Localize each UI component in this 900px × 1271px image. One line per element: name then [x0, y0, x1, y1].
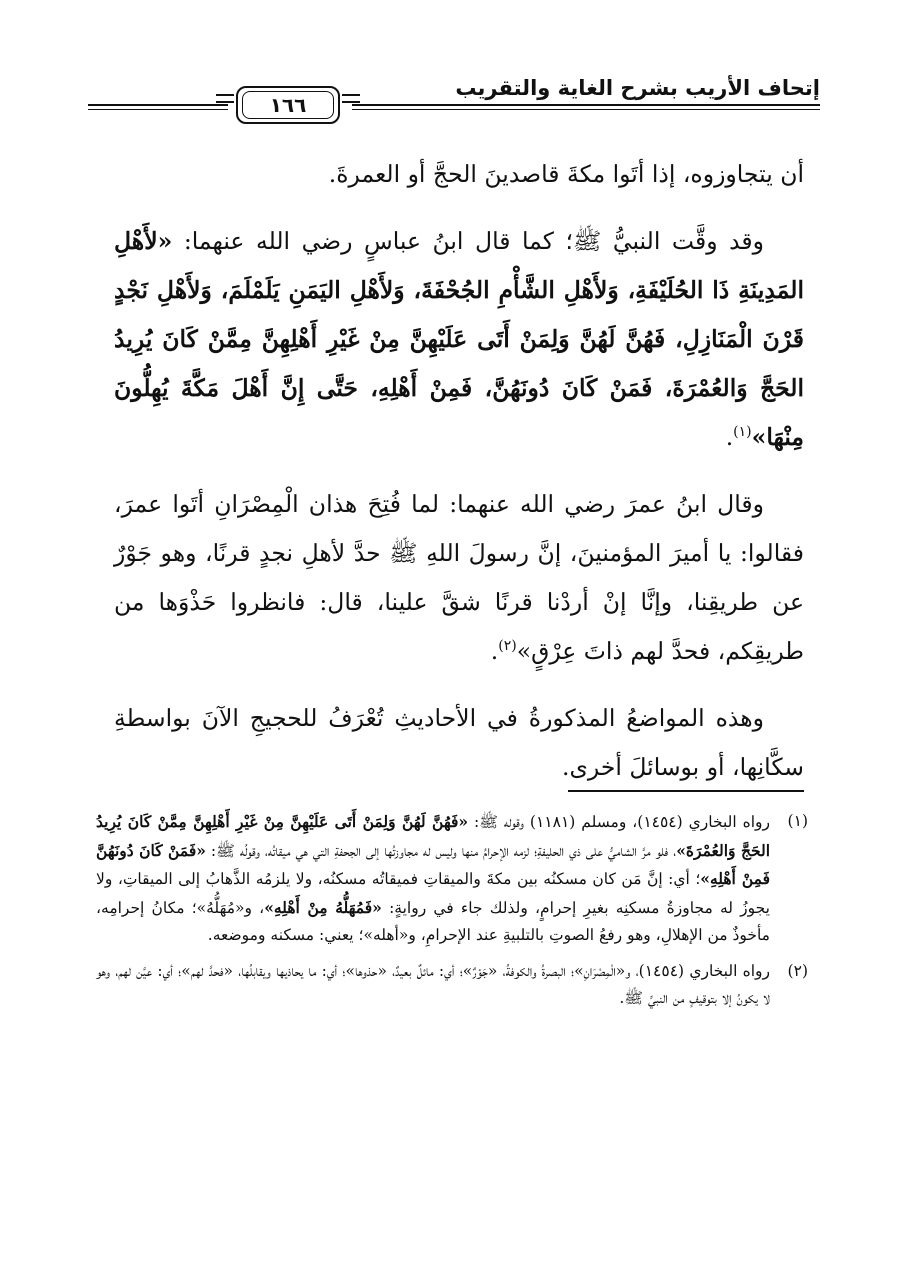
- footnote-1-text-b: ، فلو مرَّ الشاميُّ على ذي الحليفةِ؛ لزمه الإحرامُ منها وليس له مجاوزتُها إلى الجحفةِ التي هي ميقاتُه، وقولُه ﷺ:: [205, 841, 677, 860]
- paragraph-3-text: وقال ابنُ عمرَ رضي الله عنهما: لما فُتِحَ هذان الْمِصْرَانِ أتَوا عمرَ، فقالوا: يا أميرَ المؤمنينَ، إنَّ رسولَ اللهِ ﷺ حدَّ لأهلِ نجدٍ قرنًا، وهو جَوْرٌ عن طريقِنا، وإنَّا إنْ أردْنا قرنًا شقَّ علينا، قال: فانظروا حَذْوَها من طريقِكم، فحدَّ لهم ذاتَ عِرْقٍ»: [114, 490, 804, 665]
- footnote-1-quote-b: «فَمَنْ كَانَ دُونَهُنَّ فَمِنْ أَهْلِهِ»: [96, 840, 770, 888]
- paragraph-4: وهذه المواضعُ المذكورةُ في الأحاديثِ تُعْرَفُ للحجيجِ الآنَ بواسطةِ سكَّانِها، أو بوسائلَ أخرى.: [114, 704, 804, 781]
- footnote-2: [96, 958, 808, 1013]
- page-header: [88, 66, 820, 118]
- footnote-number: (١): [787, 812, 808, 830]
- page-number: ١٦٦: [242, 91, 334, 119]
- paragraph-2-intro: وقد وقَّت النبيُّ ﷺ؛ كما قال ابنُ عباسٍ رضي الله عنهما:: [172, 227, 764, 255]
- main-text: [114, 150, 804, 810]
- paragraph-3-end: .: [490, 637, 499, 665]
- paragraph-2: [114, 217, 804, 462]
- footnote-divider: [568, 790, 804, 792]
- header-rule-right: [352, 104, 820, 110]
- footnote-1-text-c: ؛ أي: إنَّ مَن كان مسكنُه بين مكةَ والميقاتِ فميقاتُه مسكنُه، ولا يلزمُه الذَّهابُ إلى الميقاتِ، ولا يجوزُ له مجاوزةُ مسكنِه بغيرِ إحرامٍ، ولذلك جاء في روايةٍ:: [96, 870, 770, 917]
- paragraph-1: أن يتجاوزوه، إذا أتَوا مكةَ قاصدينَ الحجَّ أو العمرةَ.: [328, 160, 804, 188]
- paragraph-2-end: .: [725, 423, 734, 451]
- footnote-number: (٢): [787, 961, 808, 980]
- footnotes: [96, 808, 808, 1021]
- footnote-1: [96, 808, 808, 950]
- footnote-ref-2[interactable]: (٢): [498, 638, 517, 655]
- footnote-text: رواه البخاري (١٤٥٤)، و«الْمِصْرَانِ»؛ البصرةُ والكوفةُ، «جَوْرٌ»؛ أي: مائلٌ بعيدٌ، «حذوها»؛ أي: ما يحاذيها ويقابلُها، «فحدَّ لهم»؛ أي: عيَّن لهم، وهو لا يكونُ إلا بتوقيفٍ من النبيِّ ﷺ.: [96, 961, 771, 1007]
- footnote-1-text-d: ، و«مُهَلُّهُ»؛ مكانُ إحرامِه، مأخوذٌ من الإهلالِ، وهو رفعُ الصوتِ بالتلبيةِ عند الإحرامِ، و«أهله»؛ يعني: مسكنه وموضعه.: [96, 898, 770, 944]
- footnote-ref-1[interactable]: (١): [733, 424, 752, 441]
- footnote-text: [96, 808, 770, 950]
- paragraph-3: [114, 480, 804, 676]
- hadith-quote: «لأَهْلِ المَدِينَةِ ذَا الحُلَيْفَةِ، وَلأَهْلِ الشَّأْمِ الجُحْفَةَ، وَلأَهْلِ اليَمَنِ يَلَمْلَمَ، وَلأَهْلِ نَجْدٍ قَرْنَ الْمَنَازِلِ، فَهُنَّ لَهُنَّ وَلِمَنْ أَتَى عَلَيْهِنَّ مِنْ غَيْرِ أَهْلِهِنَّ مِمَّنْ كَانَ يُرِيدُ الحَجَّ وَالعُمْرَةَ، فَمَنْ كَانَ دُونَهُنَّ، فَمِنْ أَهْلِهِ، حَتَّى إِنَّ أَهْلَ مَكَّةَ يُهِلُّونَ مِنْهَا»: [114, 227, 804, 451]
- footnote-1-quote-a: «فَهُنَّ لَهُنَّ وَلِمَنْ أَتَى عَلَيْهِنَّ مِنْ غَيْرِ أَهْلِهِنَّ مِمَّنْ كَانَ يُرِيدُ الحَجَّ وَالعُمْرَةَ»: [96, 812, 771, 860]
- header-rule-left: [88, 104, 228, 110]
- footnote-1-text-a: رواه البخاري (١٤٥٤)، ومسلم (١١٨١) وقوله ﷺ:: [468, 813, 770, 831]
- running-title: إتحاف الأريب بشرح الغاية والتقريب: [455, 76, 820, 100]
- page-number-frame: [236, 86, 340, 124]
- header-ornament-right: [342, 94, 360, 112]
- footnote-1-quote-c: «فَمُهَلُّهُ مِنْ أَهْلِهِ»: [264, 897, 382, 917]
